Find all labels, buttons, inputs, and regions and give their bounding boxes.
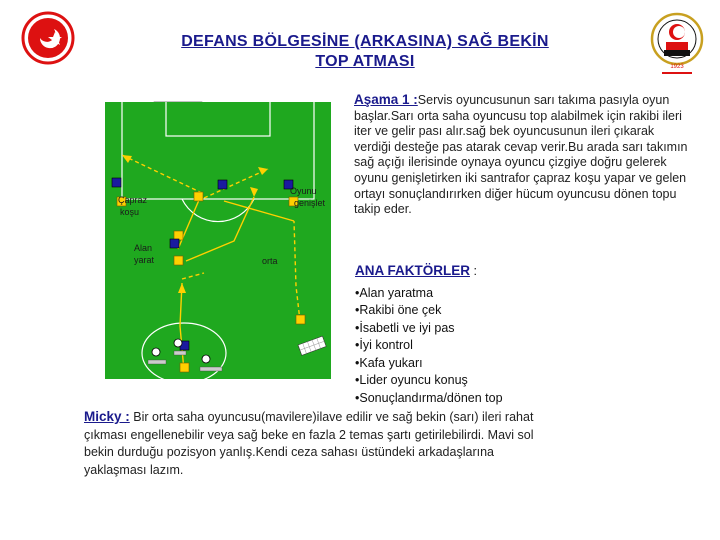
tff-crest-logo xyxy=(20,10,76,66)
stage-description xyxy=(354,92,694,218)
pitch-outline xyxy=(105,102,332,380)
title-line-1: DEFANS BÖLGESİNE (ARKASINA) SAĞ BEKİN xyxy=(181,33,549,50)
arrow-pass-centre xyxy=(178,193,202,249)
title-line-2: TOP ATMASI xyxy=(315,53,415,70)
note-label: Micky : xyxy=(84,409,130,424)
page-title xyxy=(120,32,610,72)
yellow-player-orta xyxy=(296,315,305,324)
factor-item: •Rakibi öne çek xyxy=(355,303,442,317)
label-capraz-2: koşu xyxy=(120,207,140,217)
blue-player-mid xyxy=(170,239,179,248)
label-capraz-1: Çapraz xyxy=(118,195,148,205)
label-oyunu-1: Oyunu xyxy=(290,186,317,196)
pitch-diagram xyxy=(104,101,332,380)
factors-heading-row xyxy=(355,262,503,281)
label-orta: orta xyxy=(262,256,278,266)
arrow-pass-to-back xyxy=(180,283,184,371)
note-text: Bir orta saha oyuncusu(mavilere)ilave edilir ve sağ bekin (sarı) ileri rahat çıkması engellenebilir veya sağ beke en fazla 2 temas şartı getirilebilirdi. Mavi sol bekin durduğu pozisyon yanlış.Kendi ceza sahası üstündeki arkadaşlarına yaklaşması lazım. xyxy=(84,410,534,477)
main-factors xyxy=(355,262,503,407)
emblem-year: 1923 xyxy=(670,64,684,70)
blue-player-centre xyxy=(218,180,227,189)
label-alan-1: Alan xyxy=(134,243,153,253)
factor-item: •Sonuçlandırma/dönen top xyxy=(355,390,503,405)
servis-tag-right xyxy=(200,367,222,371)
coach-note xyxy=(84,408,554,479)
arrow-wide-run xyxy=(294,221,300,321)
label-oyunu-2: genişlet xyxy=(294,198,326,208)
yellow-player-alan xyxy=(174,256,183,265)
factor-item: •Kafa yukarı xyxy=(355,355,423,370)
right-small-goal xyxy=(298,336,326,355)
yellow-player-back xyxy=(180,363,189,372)
stage-text: Servis oyuncusunun sarı takıma pasıyla oyun başlar.Sarı orta saha oyuncusu top alabilmek için rakibi ileri iter ve gelir pası alır.sağ bek oyuncusunun ileri çıkarak verdiği desteğe pas atarak cevap verir.Bu arada sarı takımın sağ açığı ilerisinde oynaya oyuncu çizgiye doğru gelerek oyunu genişletirken iki santrafor çapraz koşu yapar ve gelen ortayı sonuçlandırırken diğer hücum oyuncusu dönen topu takip eder. xyxy=(354,93,688,217)
factor-item: •Alan yaratma xyxy=(355,285,434,300)
factor-item: •Lider oyuncu konuş xyxy=(355,373,468,387)
arrow-cross-run-right xyxy=(204,169,268,198)
factors-list xyxy=(355,285,503,408)
yellow-player-cross-run-left xyxy=(194,192,203,201)
federation-emblem-logo xyxy=(650,10,704,76)
goal-area xyxy=(166,101,270,136)
yellow-player-front xyxy=(174,231,183,240)
blue-player-left xyxy=(112,178,121,187)
factor-item: •İyi kontrol xyxy=(355,338,413,352)
arrow-cross-run-left xyxy=(122,155,202,193)
servis-tag-mid xyxy=(174,351,186,355)
factor-item: •İsabetli ve iyi pas xyxy=(355,320,455,335)
factors-heading: ANA FAKTÖRLER xyxy=(355,263,470,278)
penalty-arc xyxy=(182,199,254,222)
stage-label: Aşama 1 : xyxy=(354,92,418,107)
servis-tag-left xyxy=(148,360,166,364)
label-alan-2: yarat xyxy=(134,255,155,265)
factors-colon: : xyxy=(473,264,477,278)
arrow-overlap-run xyxy=(182,273,204,279)
